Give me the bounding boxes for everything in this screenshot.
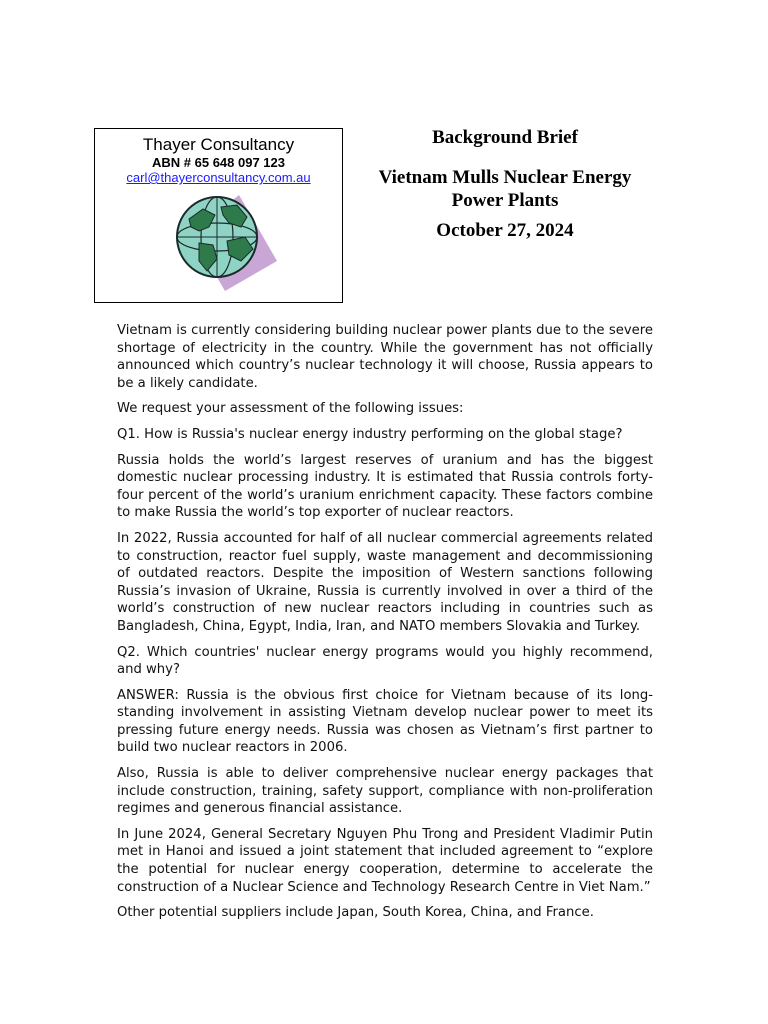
paragraph: We request your assessment of the following issues: [117, 401, 464, 417]
paragraph: Also, Russia is able to deliver comprehensive nuclear energy packages that include construction, training, safety support, compliance with non-proliferation regimes and generous financial assistance. [117, 766, 653, 817]
document-kind: Background Brief [432, 127, 578, 148]
company-abn: ABN # 65 648 097 123 [152, 155, 285, 170]
paragraph: Other potential suppliers include Japan, South Korea, China, and France. [117, 905, 594, 921]
paragraph: In June 2024, General Secretary Nguyen Phu Trong and President Vladimir Putin met in Hanoi and issued a joint statement that included agreement to “explore the potential for nuclear energy cooperation, determine to accelerate the construction of a Nuclear Science and Technology Research Centre in Viet Nam.” [117, 826, 653, 895]
document-title: Vietnam Mulls Nuclear Energy Power Plants [378, 167, 632, 211]
paragraph: Russia holds the world’s largest reserves of uranium and has the biggest domestic nuclear processing industry. It is estimated that Russia controls forty-four percent of the world’s uranium enrichment capacity. These factors combine to make Russia the world’s top exporter of nuclear reactors. [117, 452, 653, 521]
company-name: Thayer Consultancy [142, 135, 295, 154]
paragraph: Vietnam is currently considering building nuclear power plants due to the severe shortage of electricity in the country. While the government has not officially announced which country’s nuclear technology it will choose, Russia appears to be a likely candidate. [117, 323, 653, 391]
body-text [117, 322, 653, 930]
paragraph: In 2022, Russia accounted for half of all nuclear commercial agreements related to construction, reactor fuel supply, waste management and decommissioning of outdated reactors. Despite the imposition of Western sanctions following Russia’s invasion of Ukraine, Russia is currently involved in over a third of the world’s construction of new nuclear reactors including in countries such as Bangladesh, China, Egypt, India, Iran, and NATO members Slovakia and Turkey. [117, 530, 653, 634]
globe-icon [169, 187, 279, 295]
company-email-link[interactable]: carl@thayerconsultancy.com.au [126, 170, 311, 185]
question-heading: Q1. How is Russia's nuclear energy industry performing on the global stage? [117, 426, 623, 442]
question-heading: Q2. Which countries' nuclear energy programs would you highly recommend, and why? [117, 644, 653, 678]
title-block [355, 126, 655, 243]
paragraph: ANSWER: Russia is the obvious first choice for Vietnam because of its long-standing involvement in assisting Vietnam develop nuclear power to meet its pressing future energy needs. Russia was chosen as Vietnam’s first partner to build two nuclear reactors in 2006. [117, 687, 653, 756]
letterhead-box [94, 128, 343, 303]
document-date: October 27, 2024 [436, 220, 574, 241]
